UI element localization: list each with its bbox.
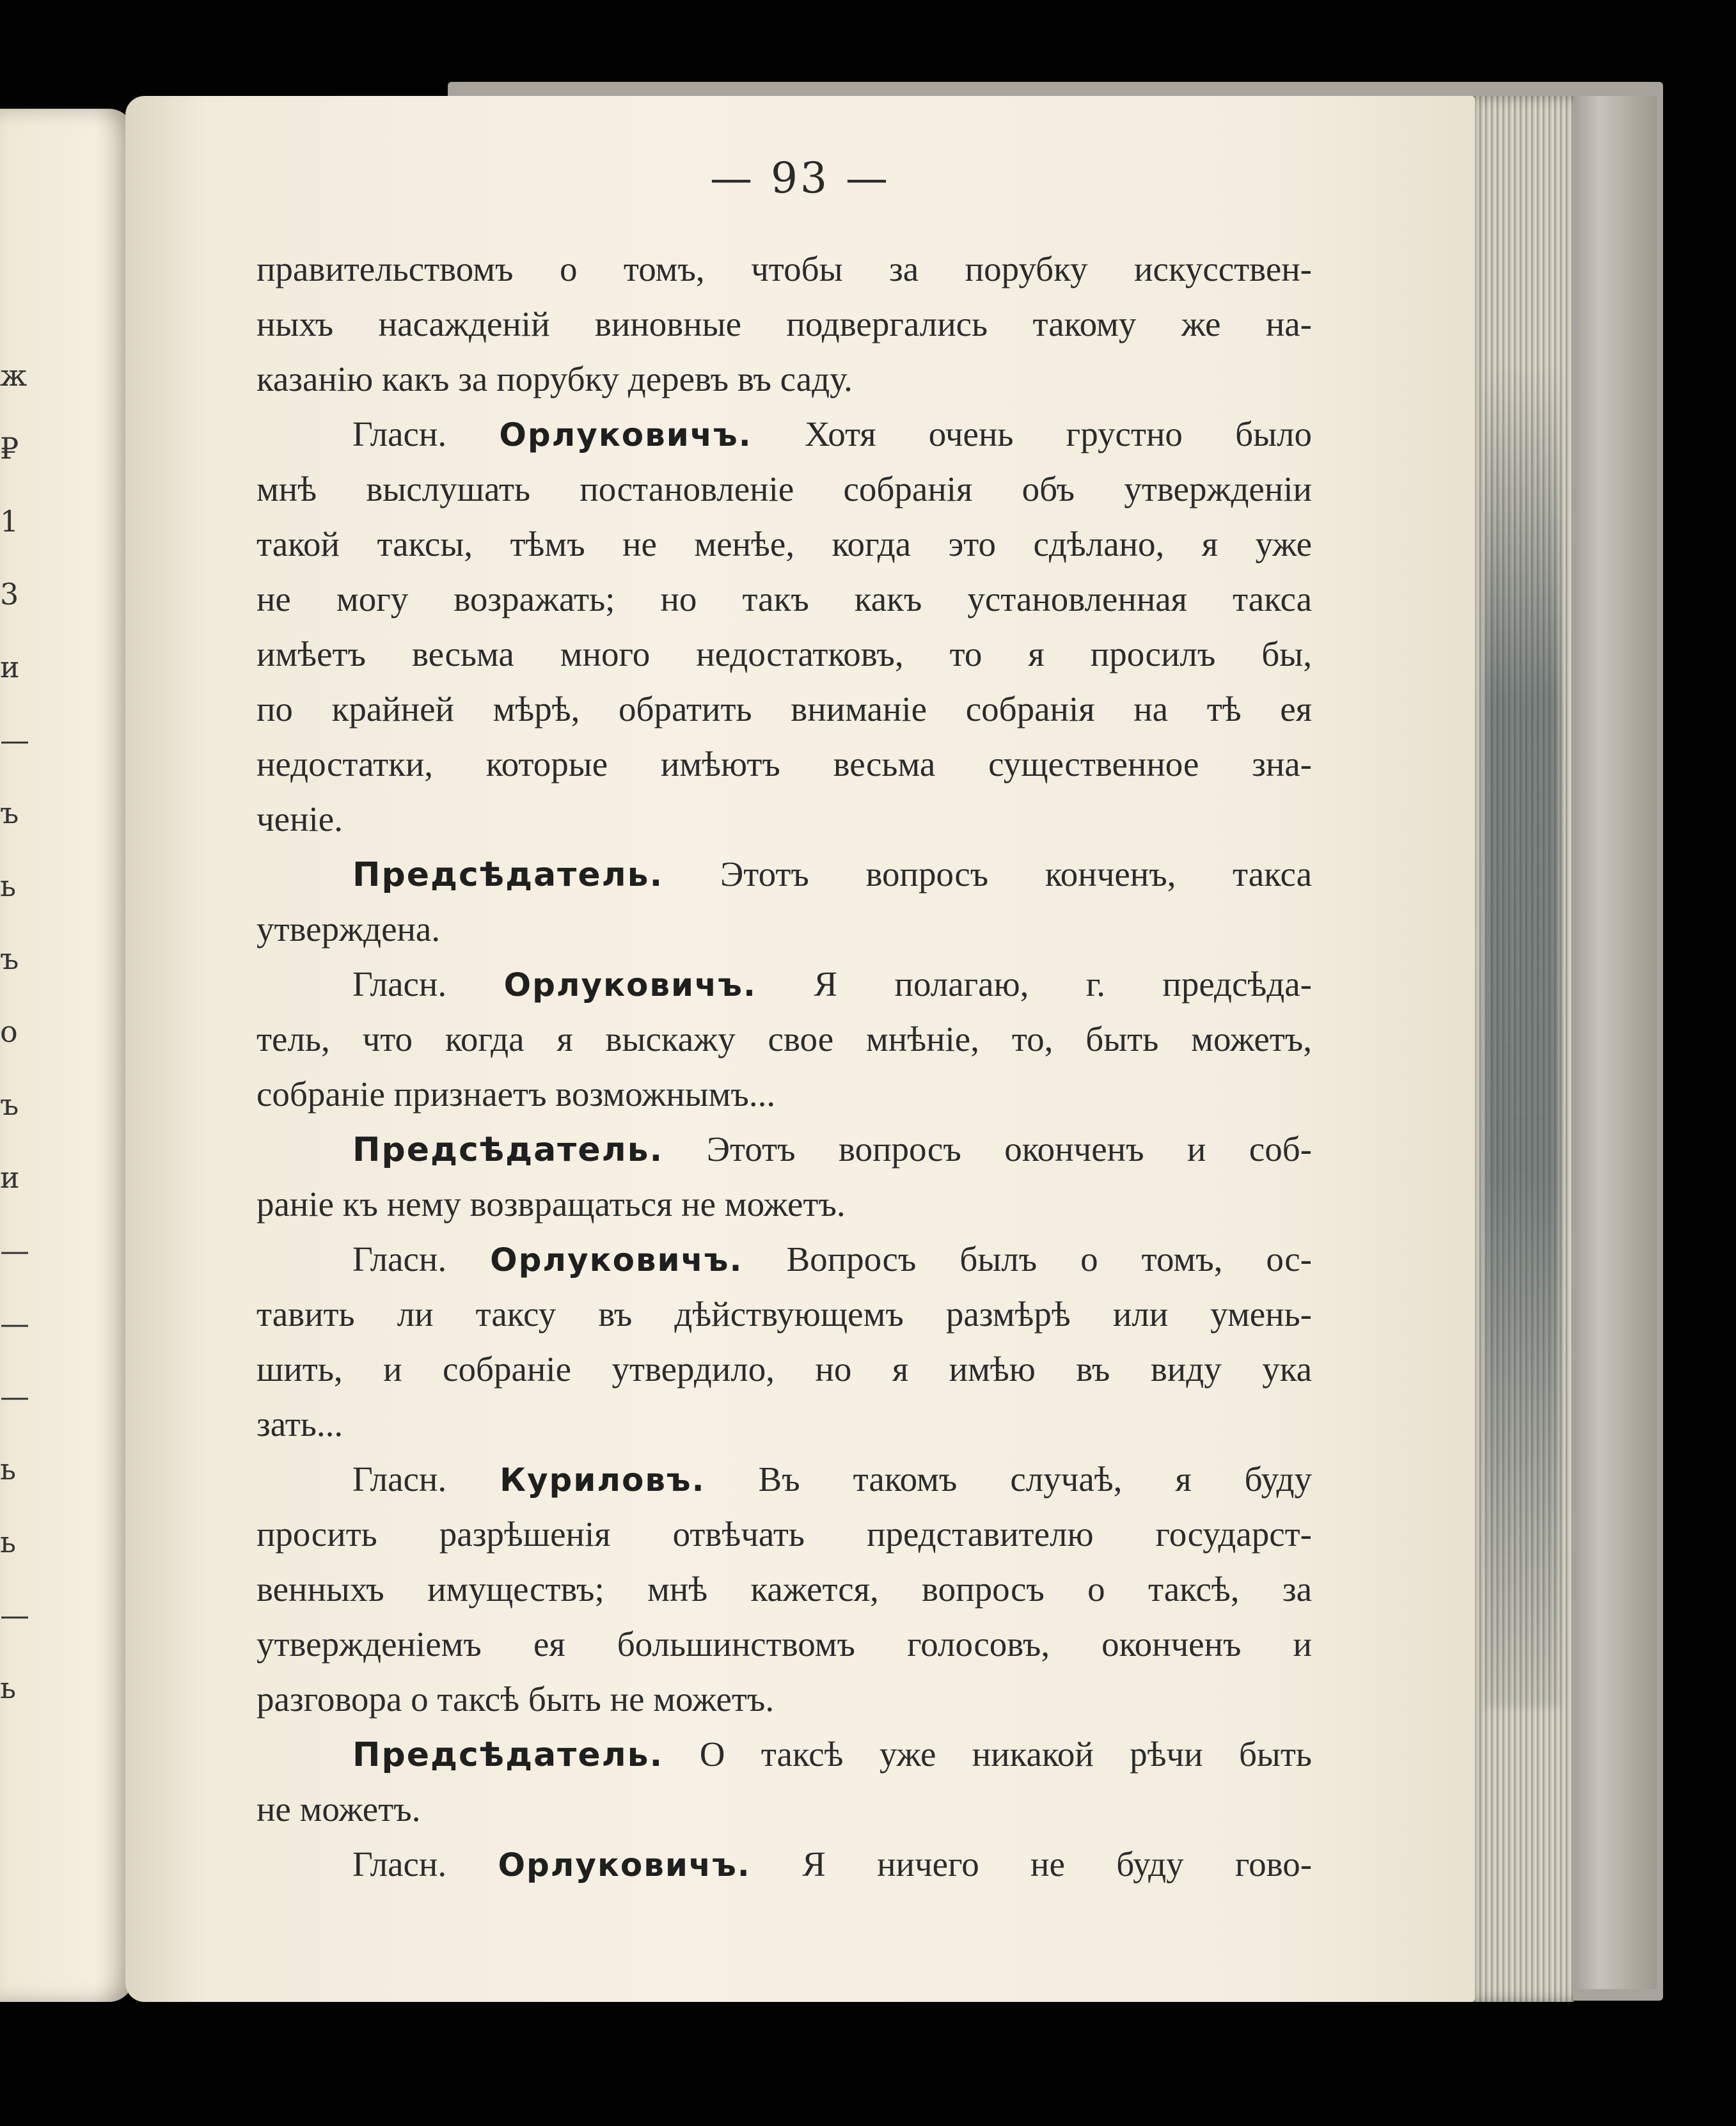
text-line: мнѣ выслушать постановленіе собранія объ утвержденіи bbox=[256, 469, 1312, 508]
text-line: венныхъ имуществъ; мнѣ кажется, вопросъ о таксѣ, за bbox=[256, 1570, 1312, 1609]
paragraph-3 bbox=[256, 847, 1312, 957]
left-page-glyph: 3 bbox=[0, 577, 19, 611]
paragraph-1 bbox=[256, 242, 1312, 407]
left-page-glyph: ъ bbox=[0, 1087, 19, 1122]
left-page-glyph: и bbox=[0, 1160, 20, 1195]
speech-first-line bbox=[256, 1122, 1312, 1177]
left-page bbox=[0, 109, 134, 2002]
speaker-title: Гласн. bbox=[352, 965, 447, 1004]
speech-text: Этотъ вопросъ конченъ, такса bbox=[720, 854, 1313, 894]
text-line: утверждена. bbox=[256, 909, 441, 949]
speech-text: О таксѣ уже никакой рѣчи быть bbox=[699, 1735, 1313, 1774]
speaker-name: Орлуковичъ. bbox=[499, 416, 752, 453]
left-page-glyph: — bbox=[0, 1233, 29, 1268]
speech-text: Этотъ вопросъ оконченъ и соб- bbox=[706, 1130, 1312, 1169]
left-page-glyph: ъ bbox=[0, 941, 19, 976]
left-page-glyph: ъ bbox=[0, 796, 19, 830]
left-page-glyph: — bbox=[0, 1598, 29, 1632]
page-block-edge bbox=[1465, 96, 1574, 2002]
cover-edge bbox=[1561, 96, 1657, 1989]
speaker-name: Куриловъ. bbox=[500, 1461, 706, 1499]
speech-text: Въ такомъ случаѣ, я буду bbox=[758, 1460, 1313, 1499]
speech-first-line bbox=[256, 1232, 1312, 1287]
left-page-glyph: 1 bbox=[0, 504, 19, 539]
text-line: правительствомъ о томъ, чтобы за порубку искусствен- bbox=[256, 249, 1312, 288]
paragraph-4 bbox=[256, 957, 1312, 1122]
paragraph-5 bbox=[256, 1122, 1312, 1232]
left-page-glyph: ₽ bbox=[0, 431, 19, 466]
speaker-name: Предсѣдатель. bbox=[352, 1131, 664, 1169]
speaker-name: Орлуковичъ. bbox=[503, 966, 757, 1004]
left-page-glyph: о bbox=[0, 1014, 18, 1049]
paragraph-9 bbox=[256, 1837, 1312, 1892]
speech-first-line bbox=[256, 1837, 1312, 1892]
speech-text: Хотя очень грустно было bbox=[804, 414, 1312, 453]
left-page-glyph: ь bbox=[0, 1671, 17, 1705]
text-line: зать... bbox=[256, 1405, 343, 1444]
text-line: не могу возражать; но такъ какъ установленная такса bbox=[256, 579, 1312, 618]
speech-first-line bbox=[256, 957, 1312, 1012]
paragraph-7 bbox=[256, 1452, 1312, 1727]
left-page-glyph: ь bbox=[0, 1452, 17, 1486]
text-line: тель, что когда я выскажу свое мнѣніе, то, быть можетъ, bbox=[256, 1020, 1312, 1059]
left-page-glyph: ь bbox=[0, 1525, 17, 1559]
left-page-glyph: и bbox=[0, 650, 20, 684]
page-number: — 93 — bbox=[710, 154, 890, 203]
speaker-name: Предсѣдатель. bbox=[352, 856, 664, 894]
text-line: по крайней мѣрѣ, обратить вниманіе собранія на тѣ ея bbox=[256, 689, 1312, 728]
left-page-glyph: — bbox=[0, 723, 29, 757]
text-line: казанію какъ за порубку деревъ въ саду. bbox=[256, 359, 853, 398]
text-line: утвержденіемъ ея большинствомъ голосовъ, оконченъ и bbox=[256, 1625, 1312, 1664]
speaker-name: Орлуковичъ. bbox=[498, 1846, 751, 1884]
text-line: шить, и собраніе утвердило, но я имѣю въ виду ука bbox=[256, 1350, 1312, 1389]
speaker-name: Предсѣдатель. bbox=[352, 1736, 664, 1774]
text-line: ныхъ насажденій виновные подвергались такому же на- bbox=[256, 304, 1312, 343]
paragraph-8 bbox=[256, 1727, 1312, 1837]
text-line: разговора о таксѣ быть не можетъ. bbox=[256, 1680, 775, 1719]
speaker-title: Гласн. bbox=[352, 414, 447, 453]
text-line: не можетъ. bbox=[256, 1790, 421, 1829]
left-page-edge-text bbox=[0, 339, 29, 2002]
text-line: такой таксы, тѣмъ не менѣе, когда это сдѣлано, я уже bbox=[256, 524, 1312, 563]
text-line: раніе къ нему возвращаться не можетъ. bbox=[256, 1185, 846, 1224]
speech-text: Я полагаю, г. предсѣда- bbox=[814, 965, 1313, 1004]
left-page-glyph: — bbox=[0, 1306, 29, 1341]
left-page-glyph: — bbox=[0, 1379, 29, 1413]
book-page bbox=[125, 96, 1475, 2002]
text-line: просить разрѣшенія отвѣчать представителю государст- bbox=[256, 1515, 1312, 1554]
paragraph-2 bbox=[256, 407, 1312, 847]
edge-stain bbox=[1484, 365, 1561, 1708]
left-page-glyph: ж bbox=[0, 358, 28, 393]
text-line: ченіе. bbox=[256, 799, 343, 839]
text-line: имѣетъ весьма много недостатковъ, то я просилъ бы, bbox=[256, 634, 1312, 673]
speaker-title: Гласн. bbox=[352, 1240, 447, 1279]
speech-first-line bbox=[256, 847, 1312, 902]
speech-first-line bbox=[256, 1727, 1312, 1782]
speaker-name: Орлуковичъ. bbox=[490, 1241, 743, 1279]
page-body bbox=[256, 242, 1312, 1892]
speech-first-line bbox=[256, 1452, 1312, 1507]
text-line: тавить ли таксу въ дѣйствующемъ размѣрѣ или умень- bbox=[256, 1295, 1312, 1334]
speech-first-line bbox=[256, 407, 1312, 462]
text-line: собраніе признаетъ возможнымъ... bbox=[256, 1075, 776, 1114]
paragraph-6 bbox=[256, 1232, 1312, 1452]
left-page-glyph: ь bbox=[0, 869, 17, 903]
speech-text: Я ничего не буду гово- bbox=[802, 1845, 1313, 1884]
speaker-title: Гласн. bbox=[352, 1460, 447, 1499]
text-line: недостатки, которые имѣютъ весьма существенное зна- bbox=[256, 744, 1312, 783]
speech-text: Вопросъ былъ о томъ, ос- bbox=[786, 1240, 1312, 1279]
speaker-title: Гласн. bbox=[352, 1845, 447, 1884]
